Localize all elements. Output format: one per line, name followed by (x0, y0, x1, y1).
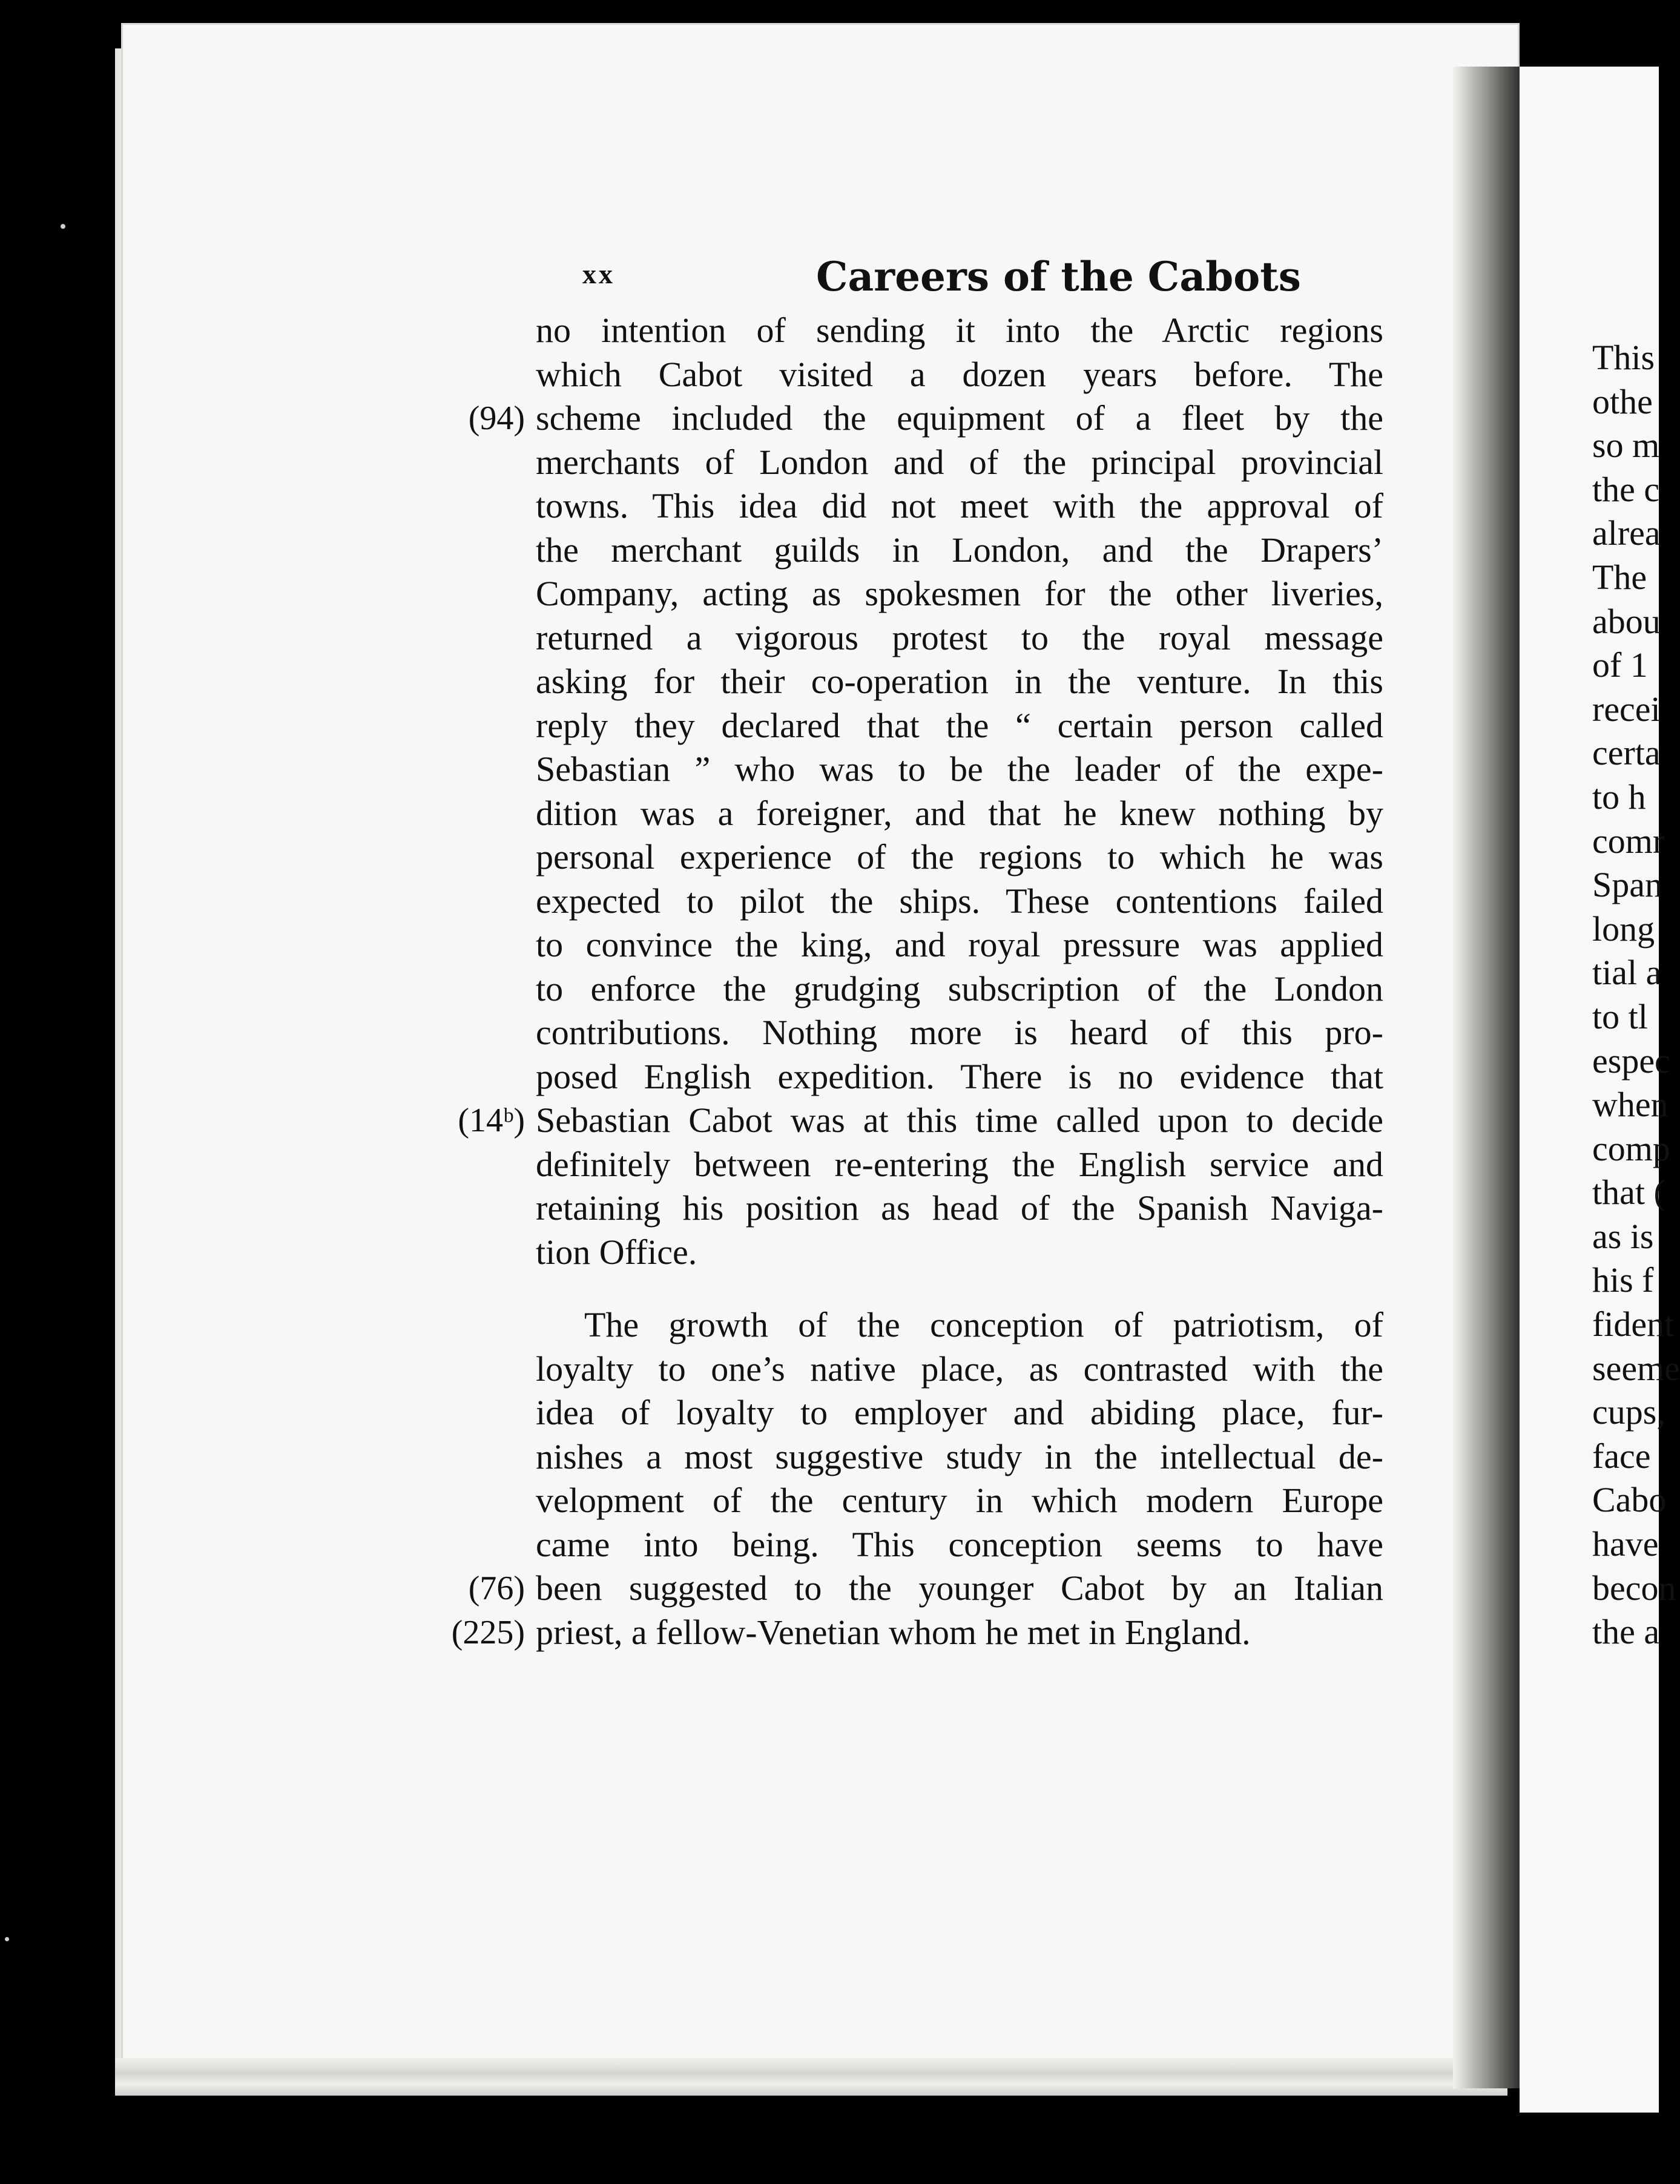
text-line-content: no intention of sending it into the Arctic regions (536, 311, 1383, 350)
text-line (536, 704, 1383, 748)
facing-page-line: so m (1592, 426, 1660, 465)
text-line-content: returned a vigorous protest to the royal message (536, 617, 1383, 657)
text-line (536, 923, 1383, 967)
page-number: xx (582, 258, 615, 289)
text-line-content: priest, a fellow-Venetian whom he met in England. (536, 1612, 1251, 1652)
text-line (536, 1391, 1383, 1435)
facing-page-line: as is (1592, 1216, 1654, 1256)
facing-page-line: have (1592, 1524, 1659, 1564)
text-line (536, 528, 1383, 573)
text-line (536, 748, 1383, 792)
text-line-content: The growth of the conception of patriotism, of (584, 1305, 1383, 1344)
text-line-content: contributions. Nothing more is heard of this pro- (536, 1013, 1383, 1052)
text-line-content: Company, acting as spokesmen for the other liveries, (536, 574, 1383, 613)
text-line (468, 1567, 1383, 1611)
text-line (468, 396, 1383, 441)
facing-page-line: recei (1592, 689, 1661, 729)
text-line (536, 792, 1383, 836)
text-line (536, 1435, 1383, 1479)
text-line (536, 353, 1383, 397)
facing-page-line: comp (1592, 1128, 1670, 1168)
text-line-content: Sebastian ” who was to be the leader of the expe- (536, 749, 1383, 789)
page-header (582, 253, 1351, 301)
text-line-content: been suggested to the younger Cabot by an Italian (536, 1568, 1383, 1608)
running-title: Careers of the Cabots (816, 253, 1301, 300)
facing-page-line: his f (1592, 1260, 1654, 1300)
text-line-content: posed English expedition. There is no evidence that (536, 1056, 1383, 1096)
facing-page-line: certa (1592, 733, 1661, 773)
main-text-block (451, 309, 1383, 1654)
text-line (536, 441, 1383, 485)
margin-reference-note: (14ᵇ) (458, 1102, 525, 1139)
dust-speck (5, 1937, 9, 1941)
dust-speck (61, 224, 65, 229)
facing-page-line: Cabo (1592, 1480, 1667, 1520)
text-line-content: loyalty to one’s native place, as contrasted with the (536, 1349, 1383, 1389)
facing-page-line: fident (1592, 1304, 1675, 1344)
text-line-content: tion Office. (536, 1232, 697, 1272)
text-line (536, 660, 1383, 704)
facing-page-line: face (1592, 1436, 1651, 1476)
text-line (536, 835, 1383, 880)
margin-reference-note: (94) (468, 400, 525, 437)
text-line (536, 967, 1383, 1011)
facing-page-text (1592, 336, 1680, 1654)
page-bottom-edge (115, 2058, 1507, 2096)
text-line-content: reply they declared that the “ certain person called (536, 705, 1383, 745)
facing-page-line: abou (1592, 601, 1661, 641)
facing-page-line: cups, (1592, 1392, 1665, 1432)
text-line (451, 1611, 1383, 1655)
text-line-content: dition was a foreigner, and that he knew nothing by (536, 793, 1383, 833)
text-line-content: expected to pilot the ships. These contentions failed (536, 881, 1383, 921)
text-line-content: merchants of London and of the principal provincial (536, 442, 1383, 482)
facing-page-line: The (1592, 557, 1647, 597)
text-line (536, 1143, 1383, 1187)
margin-reference-note: (225) (451, 1613, 525, 1651)
text-line-content: retaining his position as head of the Spanish Naviga- (536, 1188, 1383, 1228)
text-line (536, 1479, 1383, 1523)
facing-page-line: comr (1592, 821, 1665, 861)
facing-page-line: the c (1592, 469, 1660, 509)
facing-page-line: becon (1592, 1568, 1676, 1608)
facing-page-line: that ( (1592, 1173, 1665, 1212)
text-line (536, 1303, 1383, 1347)
facing-page-line: seeme (1592, 1348, 1680, 1388)
text-line (536, 880, 1383, 924)
text-line-content: the merchant guilds in London, and the Drapers’ (536, 530, 1383, 570)
text-line (536, 1231, 1383, 1275)
facing-page-line: to tl (1592, 996, 1648, 1036)
margin-reference-note: (76) (468, 1570, 525, 1607)
facing-page-line: long (1592, 909, 1655, 949)
text-line-content: velopment of the century in which modern Europe (536, 1481, 1383, 1520)
text-line-content: which Cabot visited a dozen years before. The (536, 354, 1383, 394)
text-line-content: nishes a most suggestive study in the intellectual de- (536, 1436, 1383, 1476)
text-line-content: to convince the king, and royal pressure was applied (536, 925, 1383, 964)
text-line-content: to enforce the grudging subscription of the London (536, 969, 1383, 1008)
facing-page-line: alrea (1592, 513, 1661, 553)
facing-page-line: to h (1592, 777, 1646, 817)
paragraph-gap (536, 1274, 1383, 1303)
facing-page-line: the a (1592, 1612, 1660, 1652)
facing-page-line: Span (1592, 865, 1662, 905)
text-line (536, 1186, 1383, 1231)
text-line-content: scheme included the equipment of a fleet by the (536, 398, 1383, 438)
text-line (536, 309, 1383, 353)
text-line (536, 572, 1383, 616)
text-line (458, 1099, 1383, 1143)
text-line-content: idea of loyalty to employer and abiding place, fur- (536, 1393, 1383, 1432)
text-line (536, 616, 1383, 660)
facing-page-line: tial a (1592, 953, 1662, 993)
text-line (536, 1523, 1383, 1567)
facing-page-line: This (1592, 338, 1655, 377)
text-line-content: Sebastian Cabot was at this time called upon to decide (536, 1100, 1383, 1140)
text-line-content: personal experience of the regions to which he was (536, 837, 1383, 877)
text-line-content: definitely between re-entering the English service and (536, 1144, 1383, 1184)
facing-page-line: espec (1592, 1041, 1670, 1080)
facing-page-line: othe (1592, 381, 1653, 421)
facing-page-line: when (1592, 1085, 1668, 1125)
text-line (536, 484, 1383, 528)
text-line (536, 1055, 1383, 1099)
text-line-content: towns. This idea did not meet with the approval of (536, 486, 1383, 525)
facing-page-line: of 1 (1592, 645, 1648, 685)
text-line-content: came into being. This conception seems to have (536, 1524, 1383, 1564)
text-line (536, 1347, 1383, 1392)
text-line-content: asking for their co-operation in the venture. In this (536, 662, 1383, 701)
text-line (536, 1011, 1383, 1055)
